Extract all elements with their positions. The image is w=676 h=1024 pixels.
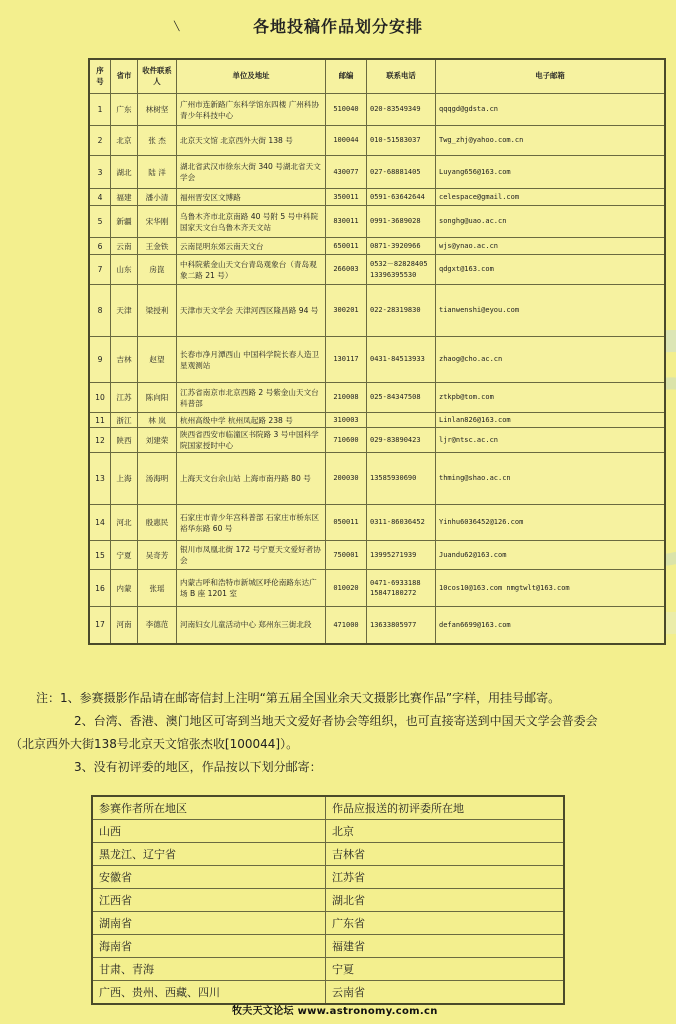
region-row: [92, 820, 564, 843]
row-phone: 0871-3920966: [367, 238, 436, 255]
row-province: 陕西: [111, 428, 138, 453]
row-zip: 430077: [326, 156, 367, 189]
row-province: 吉林: [111, 337, 138, 383]
table-row: [89, 453, 665, 505]
row-province: 湖北: [111, 156, 138, 189]
region-review-cell: 云南省: [326, 981, 565, 1005]
row-province: 浙江: [111, 413, 138, 428]
row-contact: 林 岚: [138, 413, 177, 428]
row-zip: 830011: [326, 206, 367, 238]
row-zip: 750001: [326, 541, 367, 570]
header-review-region: 作品应报送的初评委所在地: [326, 796, 565, 820]
row-province: 上海: [111, 453, 138, 505]
region-author-cell: 黑龙江、辽宁省: [92, 843, 326, 866]
row-number: 8: [89, 285, 111, 337]
row-address: 银川市凤凰北街 172 号宁夏天文爱好者协会: [177, 541, 326, 570]
row-email: ljr@ntsc.ac.cn: [436, 428, 666, 453]
notes: [10, 687, 670, 779]
table-row: [89, 206, 665, 238]
row-address: 河南妇女儿童活动中心 郑州东三街北段: [177, 607, 326, 644]
table-row: [89, 570, 665, 607]
row-address: 石家庄市青少年宫科普部 石家庄市桥东区裕华东路 60 号: [177, 505, 326, 541]
row-zip: 130117: [326, 337, 367, 383]
table-row: [89, 285, 665, 337]
row-province: 山东: [111, 255, 138, 285]
header-email: 电子邮箱: [436, 59, 666, 94]
header-address: 单位及地址: [177, 59, 326, 94]
region-row: [92, 866, 564, 889]
row-province: 宁夏: [111, 541, 138, 570]
row-contact: 张 杰: [138, 126, 177, 156]
row-email: songhg@uao.ac.cn: [436, 206, 666, 238]
row-number: 17: [89, 607, 111, 644]
row-number: 2: [89, 126, 111, 156]
row-address: 乌鲁木齐市北京南路 40 号附 5 号中科院国家天文台乌鲁木齐天文站: [177, 206, 326, 238]
row-email: defan6699@163.com: [436, 607, 666, 644]
row-number: 10: [89, 383, 111, 413]
table-row: [89, 541, 665, 570]
row-number: 7: [89, 255, 111, 285]
region-review-cell: 宁夏: [326, 958, 565, 981]
region-table-header: [92, 796, 564, 820]
row-number: 5: [89, 206, 111, 238]
region-review-cell: 福建省: [326, 935, 565, 958]
row-phone: 025-84347508: [367, 383, 436, 413]
contact-table: [88, 58, 666, 645]
row-phone: 13585930690: [367, 453, 436, 505]
row-phone: 022-28319830: [367, 285, 436, 337]
row-province: 内蒙: [111, 570, 138, 607]
row-number: 11: [89, 413, 111, 428]
row-phone: 0431-84513933: [367, 337, 436, 383]
row-phone: 13995271939: [367, 541, 436, 570]
table-row: [89, 156, 665, 189]
table-row: [89, 126, 665, 156]
row-address: 广州市连新路广东科学馆东四楼 广州科协青少年科技中心: [177, 94, 326, 126]
header-author-region: 参赛作者所在地区: [92, 796, 326, 820]
row-zip: 310003: [326, 413, 367, 428]
row-contact: 李德范: [138, 607, 177, 644]
region-author-cell: 广西、贵州、西藏、四川: [92, 981, 326, 1005]
row-zip: 266003: [326, 255, 367, 285]
row-contact: 宋华刚: [138, 206, 177, 238]
row-contact: 吴奇芳: [138, 541, 177, 570]
row-zip: 510040: [326, 94, 367, 126]
region-review-cell: 北京: [326, 820, 565, 843]
header-phone: 联系电话: [367, 59, 436, 94]
row-email: qdgxt@163.com: [436, 255, 666, 285]
row-contact: 刘建荣: [138, 428, 177, 453]
row-contact: 林树坚: [138, 94, 177, 126]
row-contact: 殷惠民: [138, 505, 177, 541]
row-province: 河南: [111, 607, 138, 644]
row-address: 中科院紫金山天文台青岛观象台（青岛观象二路 21 号）: [177, 255, 326, 285]
row-province: 北京: [111, 126, 138, 156]
row-zip: 210008: [326, 383, 367, 413]
row-address: 陕西省西安市临潼区书院路 3 号中国科学院国家授时中心: [177, 428, 326, 453]
row-zip: 650011: [326, 238, 367, 255]
row-province: 云南: [111, 238, 138, 255]
note-2-address: （北京西外大街138号北京天文馆张杰收[100044]）。: [10, 737, 299, 751]
table-row: [89, 255, 665, 285]
note-2: 2、台湾、香港、澳门地区可寄到当地天文爱好者协会等组织，也可直接寄送到中国天文学会普委会: [74, 714, 598, 728]
table-row: [89, 94, 665, 126]
header-zip: 邮编: [326, 59, 367, 94]
row-email: zhaog@cho.ac.cn: [436, 337, 666, 383]
row-zip: 350011: [326, 189, 367, 206]
site-footer: 牧夫天文论坛 www.astronomy.com.cn: [232, 1006, 438, 1017]
page-title: 各地投稿作品划分安排: [252, 17, 423, 36]
row-contact: 潘小清: [138, 189, 177, 206]
region-row: [92, 935, 564, 958]
region-row: [92, 889, 564, 912]
row-zip: 100044: [326, 126, 367, 156]
row-zip: 050011: [326, 505, 367, 541]
row-email: ztkpb@tom.com: [436, 383, 666, 413]
contact-table-header: [89, 59, 665, 94]
row-zip: 300201: [326, 285, 367, 337]
region-author-cell: 安徽省: [92, 866, 326, 889]
region-row: [92, 843, 564, 866]
table-row: [89, 189, 665, 206]
header-province: 省市: [111, 59, 138, 94]
row-email: tianwenshi@eyou.com: [436, 285, 666, 337]
note-1: 注：1、参赛摄影作品请在邮寄信封上注明“第五届全国业余天文摄影比赛作品”字样，用挂号邮寄。: [36, 691, 561, 705]
row-contact: 赵望: [138, 337, 177, 383]
row-number: 1: [89, 94, 111, 126]
tick-mark: ╲: [174, 22, 180, 32]
region-author-cell: 江西省: [92, 889, 326, 912]
row-email: thming@shao.ac.cn: [436, 453, 666, 505]
region-review-cell: 湖北省: [326, 889, 565, 912]
table-row: [89, 383, 665, 413]
row-address: 北京天文馆 北京西外大街 138 号: [177, 126, 326, 156]
row-province: 江苏: [111, 383, 138, 413]
row-address: 江苏省南京市北京西路 2 号紫金山天文台科普部: [177, 383, 326, 413]
row-email: wjs@ynao.ac.cn: [436, 238, 666, 255]
row-province: 天津: [111, 285, 138, 337]
table-row: [89, 238, 665, 255]
row-email: qqqgd@gdsta.cn: [436, 94, 666, 126]
region-row: [92, 958, 564, 981]
table-row: [89, 428, 665, 453]
row-phone: 010-51583037: [367, 126, 436, 156]
row-address: 杭州高级中学 杭州凤起路 238 号: [177, 413, 326, 428]
row-number: 4: [89, 189, 111, 206]
row-contact: 王金铁: [138, 238, 177, 255]
row-phone: 0991-3689028: [367, 206, 436, 238]
row-zip: 471000: [326, 607, 367, 644]
row-email: Twg_zhj@yahoo.com.cn: [436, 126, 666, 156]
row-phone: 0311-86036452: [367, 505, 436, 541]
row-phone: 027-68881405: [367, 156, 436, 189]
row-email: 10cos10@163.com nmgtwlt@163.com: [436, 570, 666, 607]
region-author-cell: 甘肃、青海: [92, 958, 326, 981]
row-number: 12: [89, 428, 111, 453]
region-author-cell: 山西: [92, 820, 326, 843]
row-address: 湖北省武汉市徐东大街 340 号湖北省天文学会: [177, 156, 326, 189]
region-row: [92, 981, 564, 1005]
region-author-cell: 海南省: [92, 935, 326, 958]
row-phone: 020-83549349: [367, 94, 436, 126]
row-province: 福建: [111, 189, 138, 206]
row-number: 9: [89, 337, 111, 383]
row-zip: 200030: [326, 453, 367, 505]
header-no: 序号: [89, 59, 111, 94]
region-review-cell: 吉林省: [326, 843, 565, 866]
table-row: [89, 505, 665, 541]
row-number: 3: [89, 156, 111, 189]
row-phone: 0471-6933188 15847180272: [367, 570, 436, 607]
header-contact: 收件联系人: [138, 59, 177, 94]
row-address: 上海天文台佘山站 上海市南丹路 80 号: [177, 453, 326, 505]
row-province: 新疆: [111, 206, 138, 238]
row-email: celespace@gmail.com: [436, 189, 666, 206]
row-address: 内蒙古呼和浩特市新城区呼伦南路东达广场 B 座 1201 室: [177, 570, 326, 607]
row-contact: 张瑶: [138, 570, 177, 607]
row-address: 福州晋安区文博路: [177, 189, 326, 206]
row-address: 天津市天文学会 天津河西区隆昌路 94 号: [177, 285, 326, 337]
row-number: 16: [89, 570, 111, 607]
row-email: Linlan826@163.com: [436, 413, 666, 428]
row-phone: 0532－82828405 13396395530: [367, 255, 436, 285]
table-row: [89, 337, 665, 383]
row-number: 13: [89, 453, 111, 505]
row-number: 6: [89, 238, 111, 255]
region-review-cell: 江苏省: [326, 866, 565, 889]
region-table: [91, 795, 565, 1005]
row-phone: [367, 413, 436, 428]
row-contact: 房崑: [138, 255, 177, 285]
row-zip: 710600: [326, 428, 367, 453]
table-row: [89, 413, 665, 428]
row-address: 长春市净月潭西山 中国科学院长春人造卫星观测站: [177, 337, 326, 383]
row-email: Luyang656@163.com: [436, 156, 666, 189]
row-contact: 梁授利: [138, 285, 177, 337]
row-contact: 陆 洋: [138, 156, 177, 189]
row-phone: 029-83890423: [367, 428, 436, 453]
row-province: 广东: [111, 94, 138, 126]
row-contact: 陈向阳: [138, 383, 177, 413]
table-row: [89, 607, 665, 644]
region-review-cell: 广东省: [326, 912, 565, 935]
row-email: Yinhu6036452@126.com: [436, 505, 666, 541]
region-author-cell: 湖南省: [92, 912, 326, 935]
row-province: 河北: [111, 505, 138, 541]
row-contact: 汤海明: [138, 453, 177, 505]
row-number: 14: [89, 505, 111, 541]
row-phone: 13633805977: [367, 607, 436, 644]
region-row: [92, 912, 564, 935]
row-address: 云南昆明东郊云南天文台: [177, 238, 326, 255]
row-zip: 010020: [326, 570, 367, 607]
row-email: Juandu62@163.com: [436, 541, 666, 570]
row-phone: 0591-63642644: [367, 189, 436, 206]
note-3: 3、没有初评委的地区，作品按以下划分邮寄：: [74, 760, 322, 774]
row-number: 15: [89, 541, 111, 570]
